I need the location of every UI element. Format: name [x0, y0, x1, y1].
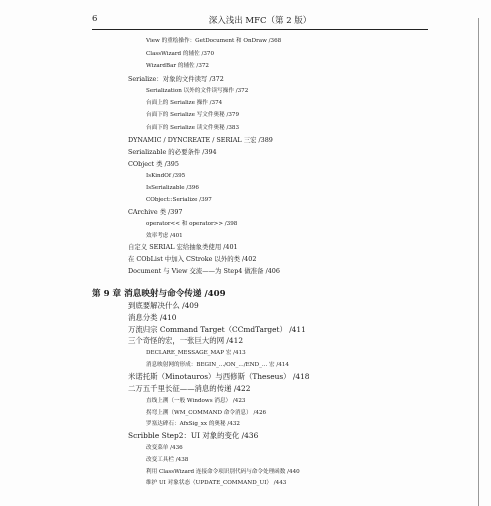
toc-entry: 三个奇怪的宏，一张巨大的网 /412: [128, 336, 244, 345]
toc-entry: 维护 UI 对象状态（UPDATE_COMMAND_UI） /443: [146, 480, 287, 486]
toc-entry: 二万五千里长征——消息的传递 /422: [128, 384, 251, 393]
toc-entry: 台面下的 Serialize 写文件奥秘 /379: [146, 112, 240, 118]
toc-entry: CObject 类 /395: [128, 160, 179, 168]
toc-entry: 到底要解决什么 /409: [128, 301, 199, 310]
toc-entry: 拐弯上溯（WM_COMMAND 命令消息） /426: [146, 410, 267, 416]
toc-entry: DYNAMIC / DYNCREATE / SERIAL 三宏 /389: [128, 136, 273, 144]
toc-entry: 自定义 SERIAL 宏给抽象类使用 /401: [128, 243, 238, 251]
toc-entry: DECLARE_MESSAGE_MAP 宏 /413: [146, 350, 246, 356]
toc-entry: WizardBar 的辅佐 /372: [146, 63, 209, 69]
toc-entry: Scribble Step2：UI 对象的变化 /436: [128, 431, 259, 440]
toc-entry: Document 与 View 交流——为 Step4 做准备 /406: [128, 267, 280, 275]
toc-entry: View 的重绘操作：GetDocument 和 OnDraw /368: [146, 38, 282, 44]
toc-entry: 台面下的 Serialize 读文件奥秘 /383: [146, 125, 240, 131]
toc-entry: 效率考虑 /401: [146, 233, 183, 239]
toc-entry: IsKindOf /395: [146, 173, 186, 179]
toc-entry: CObject::Serialize /397: [146, 197, 212, 203]
toc-entry: 利用 ClassWizard 连接命令项识别代码与命令处理函数 /440: [146, 469, 300, 475]
page-number: 6: [92, 14, 98, 24]
toc-entry: 消息分类 /410: [128, 313, 177, 322]
toc-entry: 罗塞达碑石：AfxSig_xx 的奥秘 /432: [146, 421, 240, 427]
toc-entry: IsSerializable /396: [146, 185, 199, 191]
toc-entry: Serializable 的必要条件 /394: [128, 148, 217, 156]
toc-entry: 米诺托斯（Minotauros）与西修斯（Theseus） /418: [128, 372, 310, 381]
book-title: 深入浅出 MFC（第 2 版）: [208, 16, 312, 26]
toc-entry: ClassWizard 的辅佐 /370: [146, 51, 215, 57]
toc-entry: 直线上溯（一般 Windows 消息） /423: [146, 398, 246, 404]
toc-entry: 消息映射网的形成：BEGIN_.../ON_.../END_... 宏 /414: [146, 362, 289, 368]
chapter-heading: 第 9 章 消息映射与命令传递 /409: [92, 289, 226, 299]
toc-entry: Serialize：对象的文件读写 /372: [128, 75, 224, 83]
toc-entry: Serialization 以外的文件读写操作 /372: [146, 88, 249, 94]
toc-entry: 万流归宗 Command Target（CCmdTarget） /411: [128, 325, 306, 334]
toc-entry: CArchive 类 /397: [128, 208, 183, 216]
toc-entry: operator<< 和 operator>> /398: [146, 221, 238, 227]
toc-entry: 台面上的 Serialize 操作 /374: [146, 100, 223, 106]
toc-entry: 改变菜单 /436: [146, 445, 183, 451]
toc-entry: 改变工具栏 /438: [146, 457, 189, 463]
toc-entry: 在 CObList 中加入 CStroke 以外的类 /402: [128, 255, 257, 263]
